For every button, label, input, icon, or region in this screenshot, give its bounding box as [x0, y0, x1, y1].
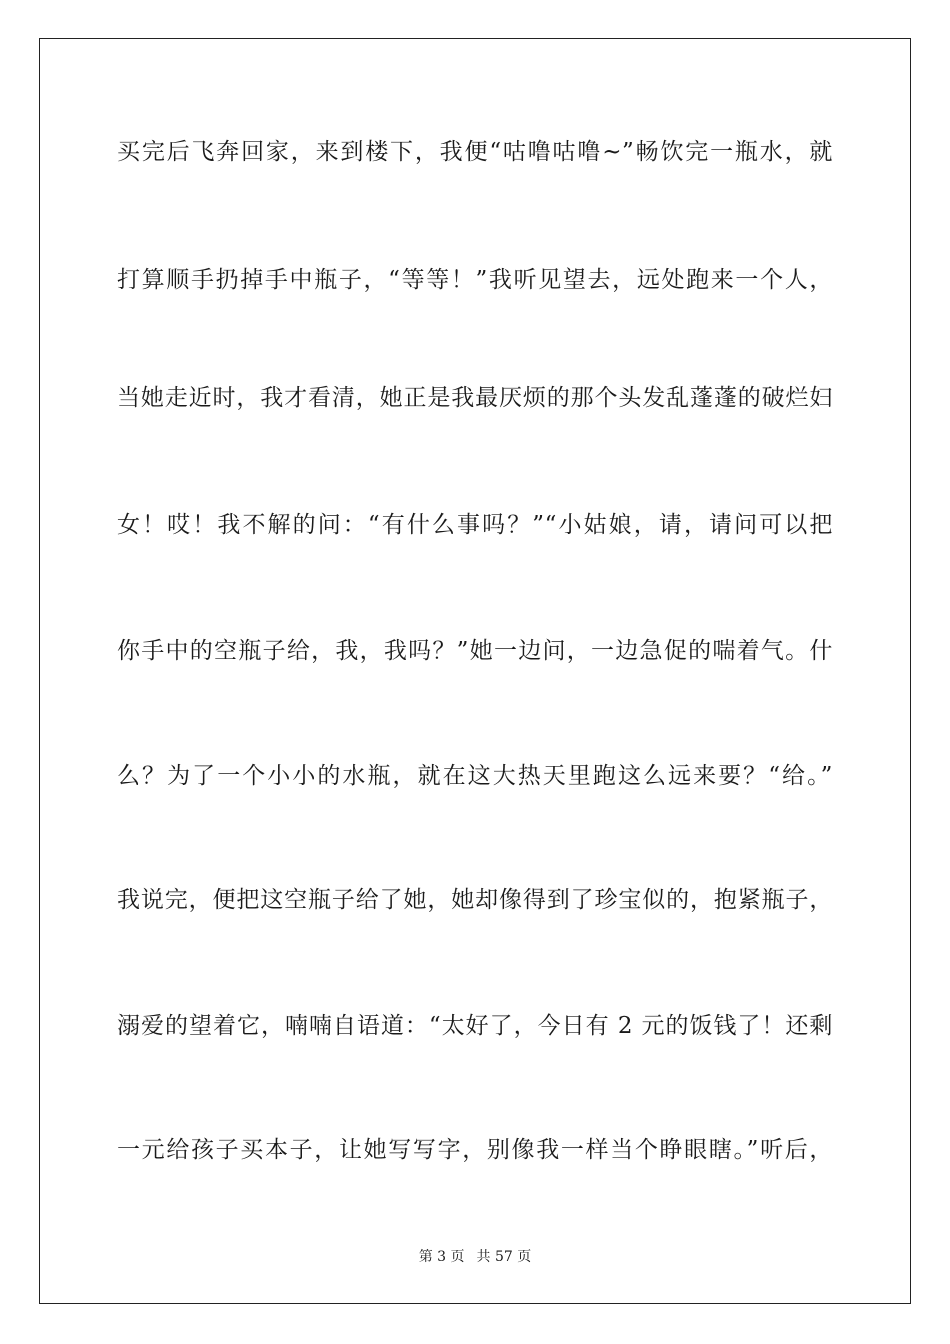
text-line-7: 我说完，便把这空瓶子给了她，她却像得到了珍宝似的，抱紧瓶子， [117, 887, 833, 913]
text-line-5: 你手中的空瓶子给，我，我吗？”她一边问，一边急促的喘着气。什 [117, 638, 833, 664]
text-line-4: 女！哎！我不解的问：“有什么事吗？”“小姑娘，请，请问可以把 [117, 512, 833, 538]
page-footer [0, 1248, 950, 1266]
text-line-2: 打算顺手扔掉手中瓶子，“等等！”我听见望去，远处跑来一个人， [117, 267, 833, 293]
text-line-9: 一元给孩子买本子，让她写写字，别像我一样当个睁眼瞎。”听后， [117, 1137, 833, 1163]
page-border [39, 38, 911, 1304]
text-line-8: 溺爱的望着它，喃喃自语道：“太好了，今日有 2 元的饭钱了！还剩 [117, 1013, 833, 1039]
text-line-1: 买完后飞奔回家，来到楼下，我便“咕噜咕噜~”畅饮完一瓶水，就 [117, 139, 833, 165]
text-line-6: 么？为了一个小小的水瓶，就在这大热天里跑这么远来要？“给。” [117, 763, 833, 789]
page-total: 共 57 页 [476, 1249, 532, 1265]
text-line-3: 当她走近时，我才看清，她正是我最厌烦的那个头发乱蓬蓬的破烂妇 [117, 385, 833, 411]
page-number: 第 3 页 [418, 1249, 465, 1265]
